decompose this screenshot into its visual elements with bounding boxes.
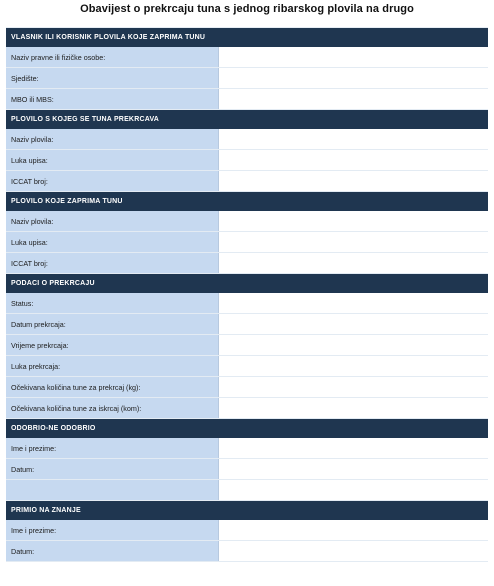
section-header-odobrio-ne-odobrio	[6, 419, 488, 439]
field-label-blank	[6, 480, 218, 501]
form-row	[6, 398, 488, 419]
field-value-luka-upisa[interactable]	[218, 150, 488, 171]
form-row	[6, 356, 488, 377]
field-value-ime-i-prezime[interactable]	[218, 520, 488, 541]
form-row	[6, 253, 488, 274]
field-label-datum: Datum:	[6, 541, 218, 562]
form-row	[6, 171, 488, 192]
field-label-iccat-broj: ICCAT broj:	[6, 171, 218, 192]
form-row	[6, 377, 488, 398]
field-label-naziv-pravne-ili-fizicke-osobe: Naziv pravne ili fizičke osobe:	[6, 47, 218, 68]
field-value-vrijeme-prekrcaja[interactable]	[218, 335, 488, 356]
form-row	[6, 520, 488, 541]
field-value-luka-prekrcaja[interactable]	[218, 356, 488, 377]
section-header-plovilo-koje-zaprima-tunu	[6, 192, 488, 212]
field-label-ocekivana-kolicina-tune-za-prekrcaj-kg: Očekivana količina tune za prekrcaj (kg):	[6, 377, 218, 398]
field-label-naziv-plovila: Naziv plovila:	[6, 129, 218, 150]
form-row	[6, 438, 488, 459]
field-value-datum[interactable]	[218, 541, 488, 562]
document-title: Obavijest o prekrcaju tuna s jednog ribarskog plovila na drugo	[80, 3, 414, 15]
field-value-luka-upisa[interactable]	[218, 232, 488, 253]
section-header-plovilo-s-kojeg-se-tuna-prekrcava	[6, 110, 488, 130]
notification-form	[6, 27, 488, 562]
section-header-podaci-o-prekrcaju	[6, 274, 488, 294]
section-header-label: PRIMIO NA ZNANJE	[6, 501, 488, 521]
field-value-ime-i-prezime[interactable]	[218, 438, 488, 459]
field-label-datum: Datum:	[6, 459, 218, 480]
field-label-status: Status:	[6, 293, 218, 314]
section-header-primio-na-znanje	[6, 501, 488, 521]
form-row	[6, 293, 488, 314]
field-value-iccat-broj[interactable]	[218, 171, 488, 192]
field-label-vrijeme-prekrcaja: Vrijeme prekrcaja:	[6, 335, 218, 356]
field-value-datum-prekrcaja[interactable]	[218, 314, 488, 335]
field-label-ime-i-prezime: Ime i prezime:	[6, 520, 218, 541]
section-header-vlasnik-ili-korisnik-plovila-koje-zaprima-tunu	[6, 28, 488, 48]
form-row	[6, 150, 488, 171]
section-header-label: VLASNIK ILI KORISNIK PLOVILA KOJE ZAPRIMA TUNU	[6, 28, 488, 48]
form-row	[6, 89, 488, 110]
form-row	[6, 314, 488, 335]
field-label-sjediste: Sjedište:	[6, 68, 218, 89]
field-label-luka-upisa: Luka upisa:	[6, 150, 218, 171]
field-label-datum-prekrcaja: Datum prekrcaja:	[6, 314, 218, 335]
form-row	[6, 129, 488, 150]
field-value-blank[interactable]	[218, 480, 488, 501]
field-value-naziv-plovila[interactable]	[218, 211, 488, 232]
section-header-label: PLOVILO KOJE ZAPRIMA TUNU	[6, 192, 488, 212]
field-value-ocekivana-kolicina-tune-za-prekrcaj-kg[interactable]	[218, 377, 488, 398]
field-label-luka-upisa: Luka upisa:	[6, 232, 218, 253]
form-row	[6, 459, 488, 480]
form-row	[6, 68, 488, 89]
section-header-label: ODOBRIO-NE ODOBRIO	[6, 419, 488, 439]
field-value-iccat-broj[interactable]	[218, 253, 488, 274]
field-label-mbo-ili-mbs: MBO ili MBS:	[6, 89, 218, 110]
form-row	[6, 211, 488, 232]
field-value-mbo-ili-mbs[interactable]	[218, 89, 488, 110]
field-value-naziv-pravne-ili-fizicke-osobe[interactable]	[218, 47, 488, 68]
field-value-ocekivana-kolicina-tune-za-iskrcaj-kom[interactable]	[218, 398, 488, 419]
section-header-label: PLOVILO S KOJEG SE TUNA PREKRCAVA	[6, 110, 488, 130]
field-label-luka-prekrcaja: Luka prekrcaja:	[6, 356, 218, 377]
field-label-ime-i-prezime: Ime i prezime:	[6, 438, 218, 459]
section-header-label: PODACI O PREKRCAJU	[6, 274, 488, 294]
field-label-naziv-plovila: Naziv plovila:	[6, 211, 218, 232]
form-row	[6, 335, 488, 356]
form-row	[6, 47, 488, 68]
field-label-iccat-broj: ICCAT broj:	[6, 253, 218, 274]
form-row	[6, 480, 488, 501]
field-value-status[interactable]	[218, 293, 488, 314]
form-row	[6, 541, 488, 562]
field-value-datum[interactable]	[218, 459, 488, 480]
form-row	[6, 232, 488, 253]
field-label-ocekivana-kolicina-tune-za-iskrcaj-kom: Očekivana količina tune za iskrcaj (kom):	[6, 398, 218, 419]
field-value-naziv-plovila[interactable]	[218, 129, 488, 150]
field-value-sjediste[interactable]	[218, 68, 488, 89]
